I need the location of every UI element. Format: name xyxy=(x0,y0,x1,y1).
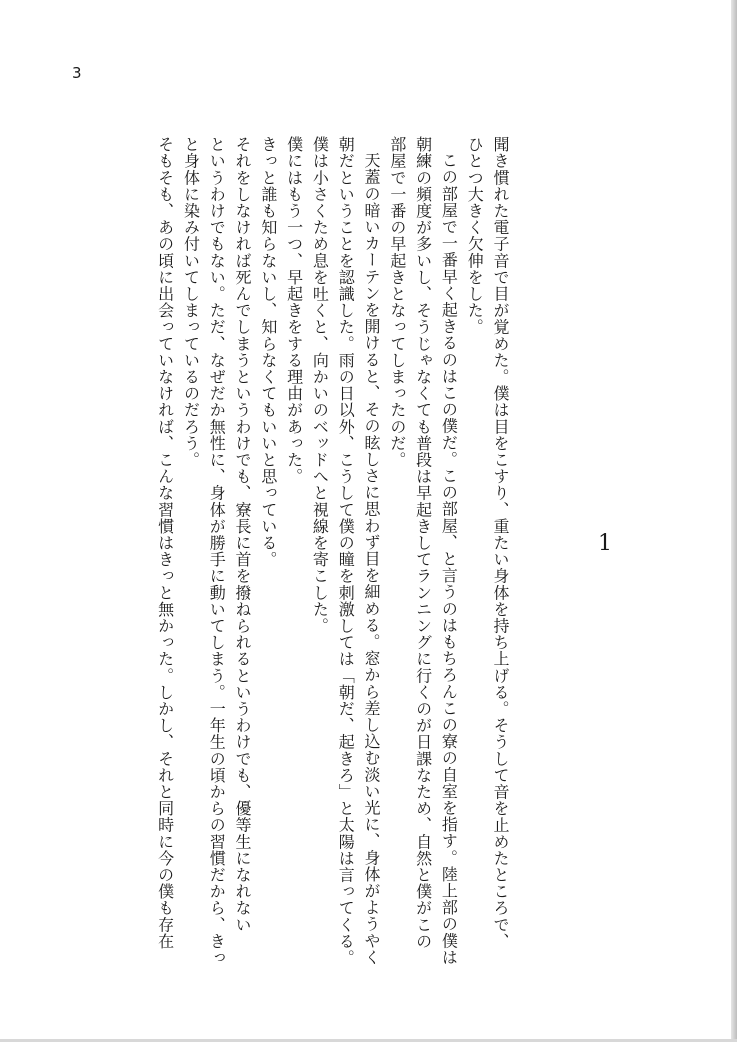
text-line: 部屋で一番の早起きとなってしまったのだ。 xyxy=(387,136,407,468)
text-line: ひとつ大きく欠伸をした。 xyxy=(465,136,485,336)
text-line: この部屋で一番早く起きるのはこの僕だ。この部屋、と言うのはもちろんこの寮の自室を指す。陸上部の僕は xyxy=(439,152,459,966)
text-line: というわけでもない。ただ、なぜだか無性に、身体が勝手に動いてしまう。一年生の頃からの習慣だから、きっ xyxy=(207,136,227,966)
text-line: それをしなければ死んでしまうというわけでも、寮長に首を撥ねられるというわけでも、優等生になれない xyxy=(233,136,253,933)
text-line: 朝だということを認識した。雨の日以外、こうして僕の瞳を刺激しては「朝だ、起きろ」と太陽は言ってくる。 xyxy=(336,136,356,966)
chapter-number: 1 xyxy=(598,531,612,556)
text-line: そもそも、あの頃に出会っていなければ、こんな習慣はきっと無かった。しかし、それと同時に今の僕も存在 xyxy=(155,136,175,950)
text-line: 聞き慣れた電子音で目が覚めた。僕は目をこすり、重たい身体を持ち上げる。そうして音を止めたところで、 xyxy=(491,136,510,950)
text-line: 天蓋の暗いカーテンを開けると、その眩しさに思わず目を細める。窓から差し込む淡い光に、身体がようやく xyxy=(362,152,382,966)
page-edge-shadow xyxy=(731,0,737,1042)
vertical-text-body xyxy=(152,136,513,968)
text-line: 僕にはもう一つ、早起きをする理由があった。 xyxy=(284,136,304,485)
text-line: 朝練の頻度が多いし、そうじゃなくても普段は早起きしてランニングに行くのが日課なため、自然と僕がこの xyxy=(413,136,433,950)
text-line: と身体に染み付いてしまっているのだろう。 xyxy=(181,136,201,468)
page-number: 3 xyxy=(72,64,82,82)
text-line: 僕は小さくため息を吐くと、向かいのベッドへと視線を寄こした。 xyxy=(310,136,330,634)
text-line: きっと誰も知らないし、知らなくてもいいと思っている。 xyxy=(258,136,278,568)
